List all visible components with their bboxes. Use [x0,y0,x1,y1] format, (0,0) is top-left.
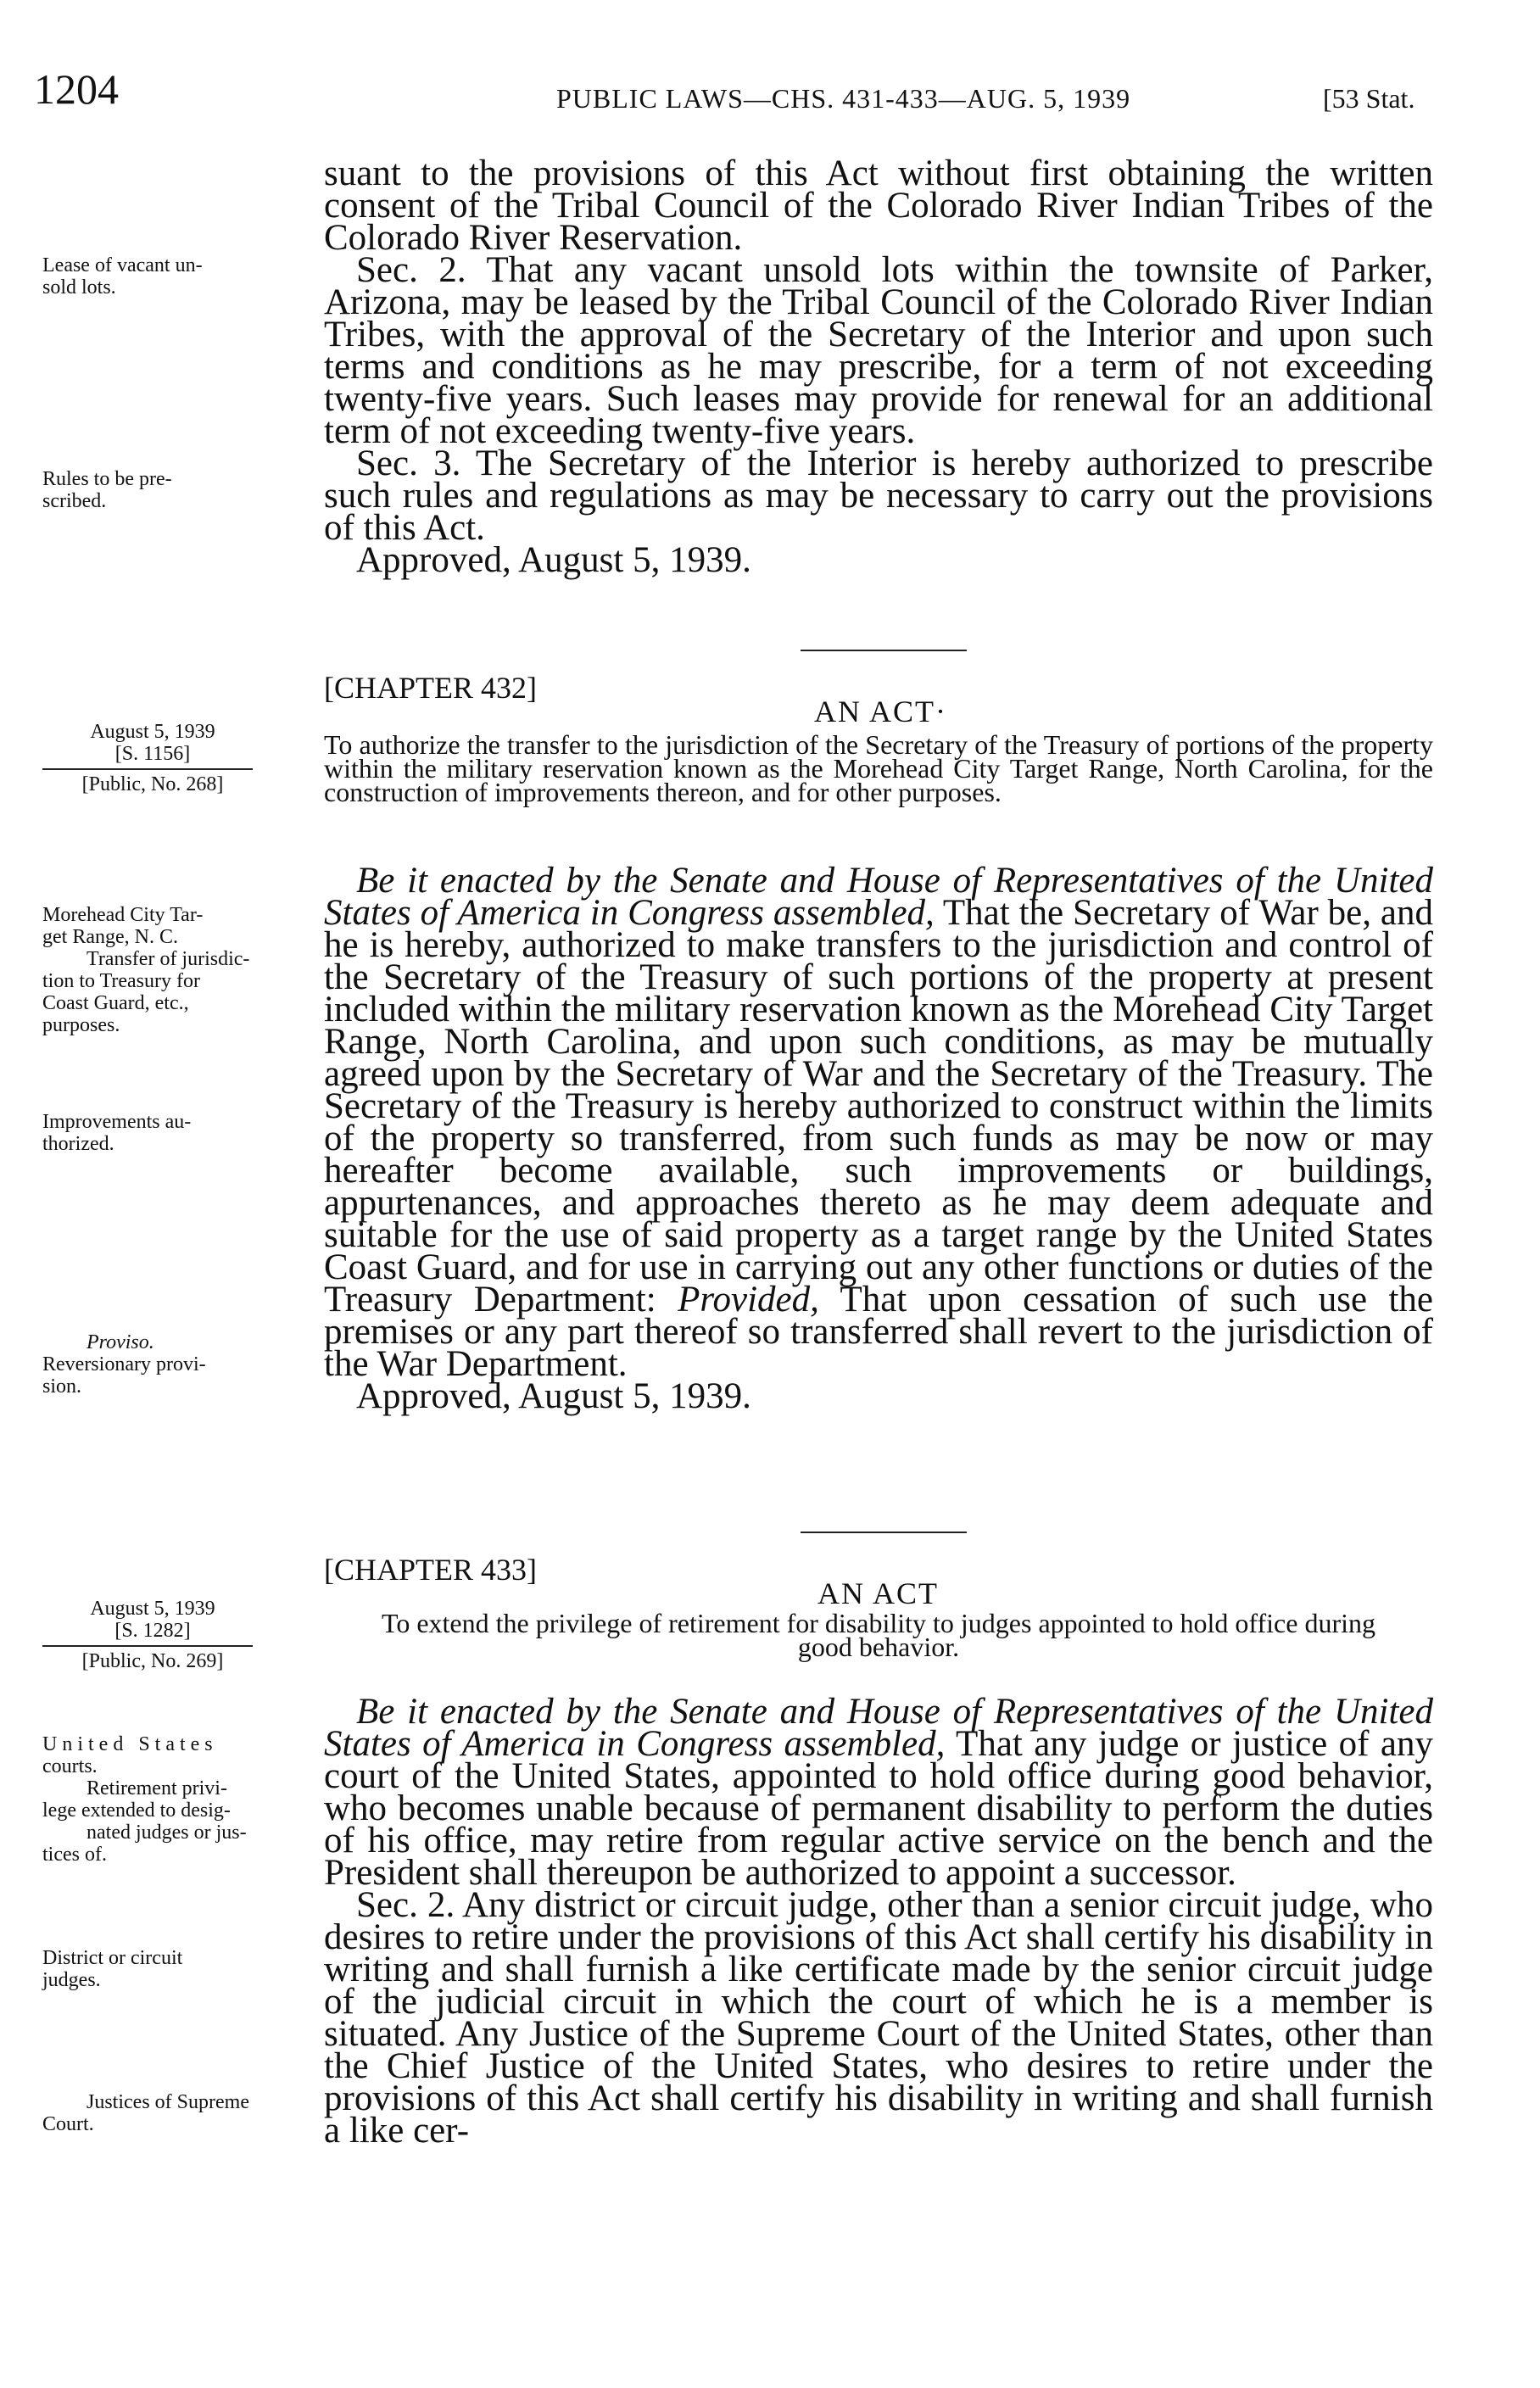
margin-note-morehead [42,904,297,1036]
margin-note-line: [S. 1156] [114,743,191,765]
running-title: PUBLIC LAWS—CHS. 431-433—AUG. 5, 1939 [556,83,1131,114]
margin-note-line: August 5, 1939 [90,1598,215,1620]
ch433-title [324,1608,1433,1662]
ch432-act-label: AN ACT· [814,695,947,728]
margin-divider [42,1645,253,1647]
margin-note-line: Coast Guard, etc., [42,992,189,1014]
ch431-continuation: suant to the provisions of this Act without first obtaining the written consent of the Tribal Council of the Colorado River Indian Tribes of the Colorado River Reservation. [324,153,1433,258]
ch432-body [324,861,1434,1384]
margin-note-district [42,1947,297,1991]
margin-note-line: scribed. [42,490,107,512]
margin-note-line: Improvements au- [42,1111,192,1133]
margin-note-line: [Public, No. 268] [81,773,224,795]
ch431-sec2: Sec. 2. That any vacant unsold lots within the townsite of Parker, Arizona, may be leased by the Tribal Council of the Colorado River Indian Tribes, with the approval of the Secretary of the Interior and upon such terms and conditions as he may prescribe, for a term of not exceeding twenty-five years. Such leases may provide for renewal for an additional term of not exceeding twenty-five years. [324,250,1433,451]
ch433-sec2: Sec. 2. Any district or circuit judge, other than a senior circuit judge, who desires to retire under the provisions of this Act shall certify his disability in writing and shall furnish a like certificate made by the senior circuit judge of the judicial circuit in which the court of which he is a member is situated. Any Justice of the Supreme Court of the United States, other than the Chief Justice of the United States, who desires to retire under the provisions of this Act shall certify his disability in writing and shall furnish a like cer- [324,1885,1433,2151]
margin-divider [42,768,253,770]
margin-note-line: sion. [42,1375,82,1398]
margin-note-line: [Public, No. 269] [81,1650,224,1672]
margin-note-line: Rules to be pre- [42,468,172,490]
margin-note-line: tices of. [42,1844,107,1866]
margin-note-line: thorized. [42,1133,114,1155]
margin-note-line: Proviso. [86,1331,154,1353]
ch432-approved: Approved, August 5, 1939. [356,1376,751,1416]
margin-note-line: tion to Treasury for [42,970,200,992]
ch432-body-part2: That upon cessation of such use the premises or any part thereof so transferred shall revert to the jurisdiction of the War Department. [324,1280,1433,1384]
margin-note-courts [42,1733,297,1866]
chapter-432-text [324,861,1434,1416]
chapter-432-heading: [CHAPTER 432] [324,671,537,705]
margin-note-line: United States [42,1733,218,1755]
margin-note-line: August 5, 1939 [90,721,215,743]
margin-note-justices [42,2091,297,2135]
ch433-body-part1: That any judge or justice of any court of the United States, appointed to hold office during good behavior, who becomes unable because of permanent disability to perform the duties of his office, may retire from regular active service on the bench and the President shall thereupon be authorized to appoint a successor. [324,1724,1434,1893]
margin-note-line: Reversionary provi- [42,1353,206,1375]
page-number: 1204 [34,65,119,113]
margin-note-line: Justices of Supreme [86,2091,249,2113]
margin-note-line: District or circuit [42,1947,183,1969]
margin-note-line: judges. [42,1969,101,1991]
margin-note-lease [42,254,297,298]
ch432-enacting-clause: Be it enacted by the Senate and House of Representatives of the United States of America in Congress assembled, [324,861,1433,933]
margin-note-line: sold lots. [42,276,116,298]
ch432-title-text: To authorize the transfer to the jurisdiction of the Secretary of the Treasury of portions of the property within the military reservation known as the Morehead City Target Range, North Carolina, for the construction of improvements thereon, and for other purposes. [324,729,1433,807]
margin-note-line: courts. [42,1755,98,1777]
margin-note-improvements [42,1111,297,1155]
section-divider [801,1532,967,1533]
ch431-approved: Approved, August 5, 1939. [356,540,751,580]
margin-note-line: nated judges or jus- [86,1822,247,1844]
margin-note-line: get Range, N. C. [42,926,178,948]
margin-note-ch432-date [42,721,263,795]
ch433-act-label: AN ACT [817,1576,940,1610]
ch433-body [324,1692,1434,1893]
margin-note-line: [S. 1282] [114,1620,191,1642]
ch431-sec3: Sec. 3. The Secretary of the Interior is hereby authorized to prescribe such rules and regulations as may be necessary to carry out the provisions of this Act. [324,444,1433,548]
margin-note-ch433-date [42,1598,263,1672]
margin-note-proviso [42,1331,297,1398]
ch432-provided: Provided, [678,1280,819,1320]
margin-note-line: Court. [42,2113,94,2135]
chapter-433-text [324,1692,1434,2151]
margin-note-line: Lease of vacant un- [42,254,203,276]
chapter-433-heading: [CHAPTER 433] [324,1553,537,1587]
section-divider [801,650,967,651]
ch432-title [324,729,1433,807]
ch433-enacting-clause: Be it enacted by the Senate and House of Representatives of the United States of America in Congress assembled, [324,1692,1433,1764]
chapter-431-text [324,153,1433,580]
margin-note-line: lege extended to desig- [42,1799,231,1822]
margin-note-rules [42,468,297,512]
margin-note-line: Transfer of jurisdic- [86,948,250,970]
ch432-body-part1: That the Secretary of War be, and he is hereby, authorized to make transfers to the jurisdiction and control of the Secretary of the Treasury of such portions of the property at present included within the military reservation known as the Morehead City Target Range, North Carolina, and upon such conditions, as may be mutually agreed upon by the Secretary of War and the Secretary of the Treasury. The Secretary of the Treasury is hereby authorized to construct within the limits of the property so transferred, from such funds as may be now or may hereafter become available, such improvements or buildings, appurtenances, and approaches thereto as he may deem adequate and suitable for the use of said property as a target range by the United States Coast Guard, and for use in carrying out any other functions or duties of the Treasury Department: [324,893,1434,1320]
volume-reference: [53 Stat. [1323,83,1415,114]
margin-note-line: purposes. [42,1014,120,1036]
margin-note-line: Morehead City Tar- [42,904,204,926]
ch433-title-text: To extend the privilege of retirement for disability to judges appointed to hold office during good behavior. [382,1608,1375,1662]
margin-note-line: Retirement privi- [86,1777,227,1799]
